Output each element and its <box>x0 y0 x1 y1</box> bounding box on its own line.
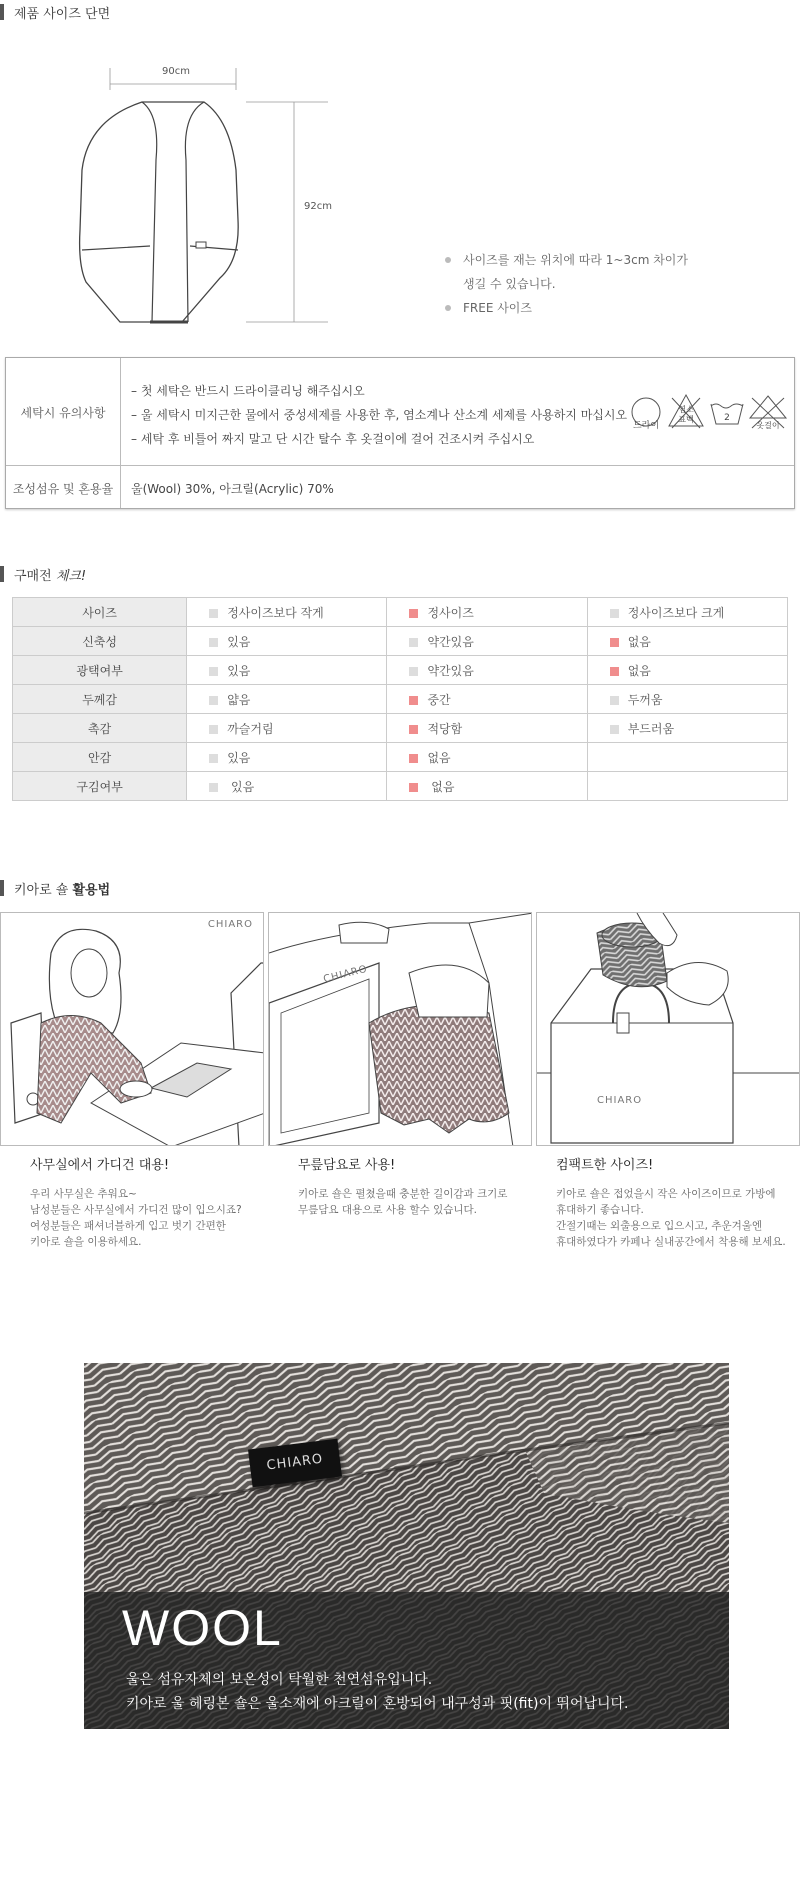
care-table <box>5 357 795 509</box>
check-row <box>13 714 788 743</box>
check-option-cell <box>387 685 587 714</box>
check-option-cell <box>587 743 787 772</box>
care-line-2: – 울 세탁시 미지근한 물에서 중성세제를 사용한 후, 염소계나 산소계 세제를 사용하지 마십시오 <box>131 408 628 422</box>
dry-clean-icon <box>626 396 666 432</box>
check-option-cell <box>187 598 387 627</box>
bullet-dot <box>445 257 451 263</box>
unselected-marker <box>610 609 619 618</box>
svg-text:염소: 염소 <box>678 405 694 414</box>
svg-text:2: 2 <box>724 413 730 423</box>
bag-illustration <box>537 913 800 1146</box>
composition-label: 조성섬유 및 혼용율 <box>12 482 114 496</box>
unselected-marker <box>209 725 218 734</box>
care-line-3: – 세탁 후 비틀어 짜지 말고 단 시간 탈수 후 옷걸이에 걸어 건조시켜 주십시오 <box>131 432 535 446</box>
check-option-text: 약간있음 <box>427 663 474 678</box>
check-option-cell <box>587 598 787 627</box>
hanger-dry-icon <box>746 392 790 432</box>
usage-card-office <box>0 912 264 1146</box>
selected-marker <box>409 609 418 618</box>
usage-3-body: 키아로 숄은 접었을시 작은 사이즈이므로 가방에 휴대하기 좋습니다. 간절기때는 외출용으로 입으시고, 추운겨울엔 휴대하였다가 카페나 실내공간에서 착용해 보세요. <box>556 1188 786 1248</box>
dry-clean-text: 드라이 <box>632 421 660 431</box>
no-bleach-icon <box>666 392 706 432</box>
check-option-cell <box>387 656 587 685</box>
height-label: 92cm <box>304 201 332 212</box>
check-row-label: 신축성 <box>13 627 187 656</box>
check-option-cell <box>587 714 787 743</box>
check-option-text: 없음 <box>427 779 455 794</box>
check-row-label: 사이즈 <box>13 598 187 627</box>
check-row <box>13 772 788 801</box>
check-option-cell <box>387 627 587 656</box>
care-line-1: – 첫 세탁은 반드시 드라이클리닝 해주십시오 <box>131 384 365 398</box>
office-illustration <box>1 913 264 1146</box>
check-row <box>13 743 788 772</box>
heading-bar <box>0 880 4 896</box>
selected-marker <box>409 754 418 763</box>
check-option-cell <box>187 743 387 772</box>
check-option-cell <box>587 772 787 801</box>
usage-2-body: 키아로 숄은 펼쳤을때 충분한 길이감과 크기로 무릎담요 대용으로 사용 할수 있습니다. <box>298 1188 508 1216</box>
unselected-marker <box>610 696 619 705</box>
usage-card-lap <box>268 912 532 1146</box>
usage-3-title: 컴팩트한 사이즈! <box>556 1158 654 1173</box>
wool-banner <box>84 1363 729 1729</box>
brand-logo: CHIARO <box>322 963 369 986</box>
check-option-text: 적당함 <box>427 721 463 736</box>
check-option-cell <box>187 685 387 714</box>
unselected-marker <box>209 609 218 618</box>
usage-card-bag <box>536 912 800 1146</box>
check-option-text: 약간있음 <box>427 634 474 649</box>
width-label: 90cm <box>162 66 190 77</box>
svg-text:표백: 표백 <box>678 415 694 424</box>
check-option-text: 있음 <box>227 779 255 794</box>
check-option-text: 정사이즈보다 크게 <box>627 605 725 620</box>
check-option-cell <box>187 627 387 656</box>
check-section-title: 구매전 체크! <box>14 568 87 584</box>
check-option-cell <box>587 627 787 656</box>
check-row-label: 촉감 <box>13 714 187 743</box>
check-option-text: 얇음 <box>227 692 251 707</box>
lap-blanket-illustration <box>269 913 532 1146</box>
size-note-3: FREE 사이즈 <box>463 301 532 315</box>
size-notes <box>445 248 688 320</box>
chiaro-tag-text: CHIARO <box>265 1451 325 1474</box>
wool-headline: WOOL <box>122 1600 283 1656</box>
check-option-text: 있음 <box>227 750 251 765</box>
check-option-cell <box>187 714 387 743</box>
unselected-marker <box>209 783 218 792</box>
check-row <box>13 685 788 714</box>
check-section-heading <box>0 565 86 583</box>
usage-2-title: 무릎담요로 사용! <box>298 1158 396 1173</box>
check-option-text: 정사이즈 <box>427 605 474 620</box>
selected-marker <box>610 667 619 676</box>
bullet-dot <box>445 305 451 311</box>
selected-marker <box>409 725 418 734</box>
check-option-text: 부드러움 <box>627 721 675 736</box>
check-option-text: 정사이즈보다 작게 <box>227 605 324 620</box>
brand-logo: CHIARO <box>597 1095 643 1106</box>
check-row <box>13 627 788 656</box>
usage-section-title: 키아로 숄 활용법 <box>14 882 111 898</box>
selected-marker <box>409 783 418 792</box>
unselected-marker <box>209 696 218 705</box>
check-option-cell <box>187 772 387 801</box>
check-option-cell <box>387 772 587 801</box>
size-section-title: 제품 사이즈 단면 <box>14 6 111 22</box>
check-option-cell <box>587 685 787 714</box>
check-option-cell <box>187 656 387 685</box>
check-option-text: 중간 <box>427 692 451 707</box>
hand-wash-icon <box>708 396 746 428</box>
unselected-marker <box>209 638 218 647</box>
check-option-text: 없음 <box>627 634 651 649</box>
usage-1-body: 우리 사무실은 추워요~ 남성분들은 사무실에서 가디건 많이 입으시죠? 여성분들은 패셔너블하게 입고 벗기 간편한 키아로 숄을 이용하세요. <box>30 1188 242 1248</box>
unselected-marker <box>610 725 619 734</box>
shawl-size-diagram <box>70 60 340 330</box>
check-row-label: 안감 <box>13 743 187 772</box>
composition-value: 울(Wool) 30%, 아크릴(Acrylic) 70% <box>131 482 334 496</box>
check-option-cell <box>587 656 787 685</box>
check-option-text: 있음 <box>227 634 251 649</box>
size-note-1: 사이즈를 재는 위치에 따라 1~3cm 차이가 <box>463 253 688 267</box>
brand-logo: CHIARO <box>207 919 253 930</box>
check-option-text: 까슬거림 <box>227 721 274 736</box>
purchase-check-table <box>12 597 788 801</box>
check-row <box>13 656 788 685</box>
selected-marker <box>409 696 418 705</box>
care-label: 세탁시 유의사항 <box>20 406 106 420</box>
check-option-text: 없음 <box>427 750 451 765</box>
size-note-2: 생길 수 있습니다. <box>463 277 556 291</box>
wool-line-1: 울은 섬유자체의 보온성이 탁월한 천연섬유입니다. <box>126 1672 433 1688</box>
check-row-label: 광택여부 <box>13 656 187 685</box>
check-row-label: 두께감 <box>13 685 187 714</box>
check-option-text: 없음 <box>627 663 651 678</box>
check-option-text: 있음 <box>227 663 251 678</box>
heading-bar <box>0 566 4 582</box>
svg-text:옷걸이: 옷걸이 <box>756 421 780 430</box>
unselected-marker <box>409 667 418 676</box>
heading-bar <box>0 4 4 20</box>
check-option-text: 두꺼움 <box>627 692 663 707</box>
unselected-marker <box>209 667 218 676</box>
selected-marker <box>610 638 619 647</box>
wool-line-2: 키아로 울 헤링본 숄은 울소재에 아크릴이 혼방되어 내구성과 핏(fit)이 뛰어납니다. <box>126 1696 629 1712</box>
check-option-cell <box>387 714 587 743</box>
check-row-label: 구김여부 <box>13 772 187 801</box>
usage-1-title: 사무실에서 가디건 대용! <box>30 1158 170 1173</box>
size-section-heading <box>0 3 110 21</box>
check-option-cell <box>387 743 587 772</box>
check-option-cell <box>387 598 587 627</box>
unselected-marker <box>409 638 418 647</box>
check-row <box>13 598 788 627</box>
usage-section-heading <box>0 879 110 897</box>
unselected-marker <box>209 754 218 763</box>
